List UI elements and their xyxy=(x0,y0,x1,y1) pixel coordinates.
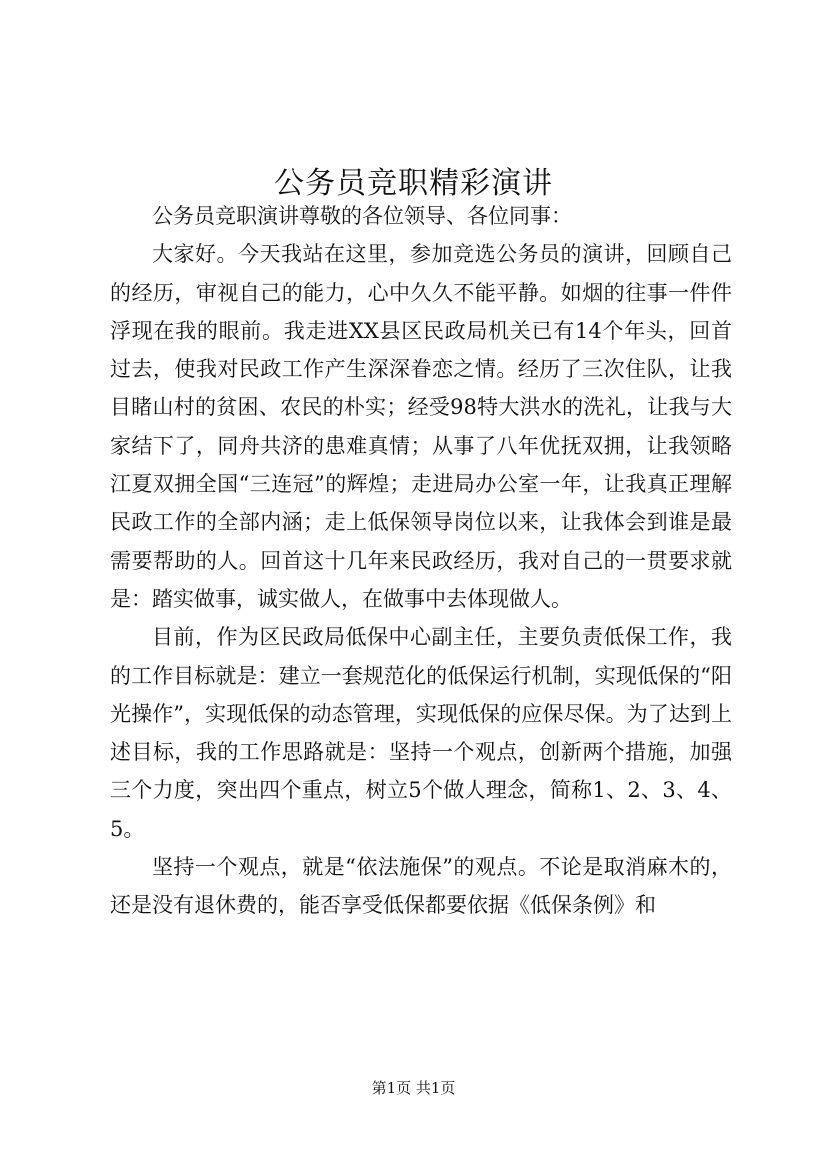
paragraph-viewpoint: 坚持一个观点，就是“依法施保”的观点。不论是取消麻木的，还是没有退休费的，能否享受低保都要依据《低保条例》和 xyxy=(110,855,732,918)
document-title: 公务员竞职精彩演讲 xyxy=(274,166,553,202)
document-body xyxy=(110,197,732,925)
page-footer: 第1页 共1页 xyxy=(371,1079,456,1097)
paragraph-experience: 大家好。今天我站在这里，参加竞选公务员的演讲，回顾自己的经历，审视自己的能力，心中久久不能平静。如烟的往事一件件浮现在我的眼前。我走进XX县区民政局机关已有14个年头，回首过去，使我对民政工作产生深深眷恋之情。经历了三次住队，让我目睹山村的贫困、农民的朴实；经受98特大洪水的洗礼，让我与大家结下了，同舟共济的患难真情；从事了八年优抚双拥，让我领略江夏双拥全国“三连冠”的辉煌；走进局办公室一年，让我真正理解民政工作的全部内涵；走上低保领导岗位以来，让我体会到谁是最需要帮助的人。回首这十几年来民政经历，我对自己的一贯要求就是：踏实做事，诚实做人，在做事中去体现做人。 xyxy=(110,242,732,611)
paragraph-goals: 目前，作为区民政局低保中心副主任，主要负责低保工作，我的工作目标就是：建立一套规范化的低保运行机制，实现低保的“阳光操作”，实现低保的动态管理，实现低保的应保尽保。为了达到上述目标，我的工作思路就是：坚持一个观点，创新两个措施，加强三个力度，突出四个重点，树立5个做人理念，简称1、2、3、4、5。 xyxy=(110,625,732,841)
paragraph-salutation: 公务员竞职演讲尊敬的各位领导、各位同事： xyxy=(152,204,572,228)
